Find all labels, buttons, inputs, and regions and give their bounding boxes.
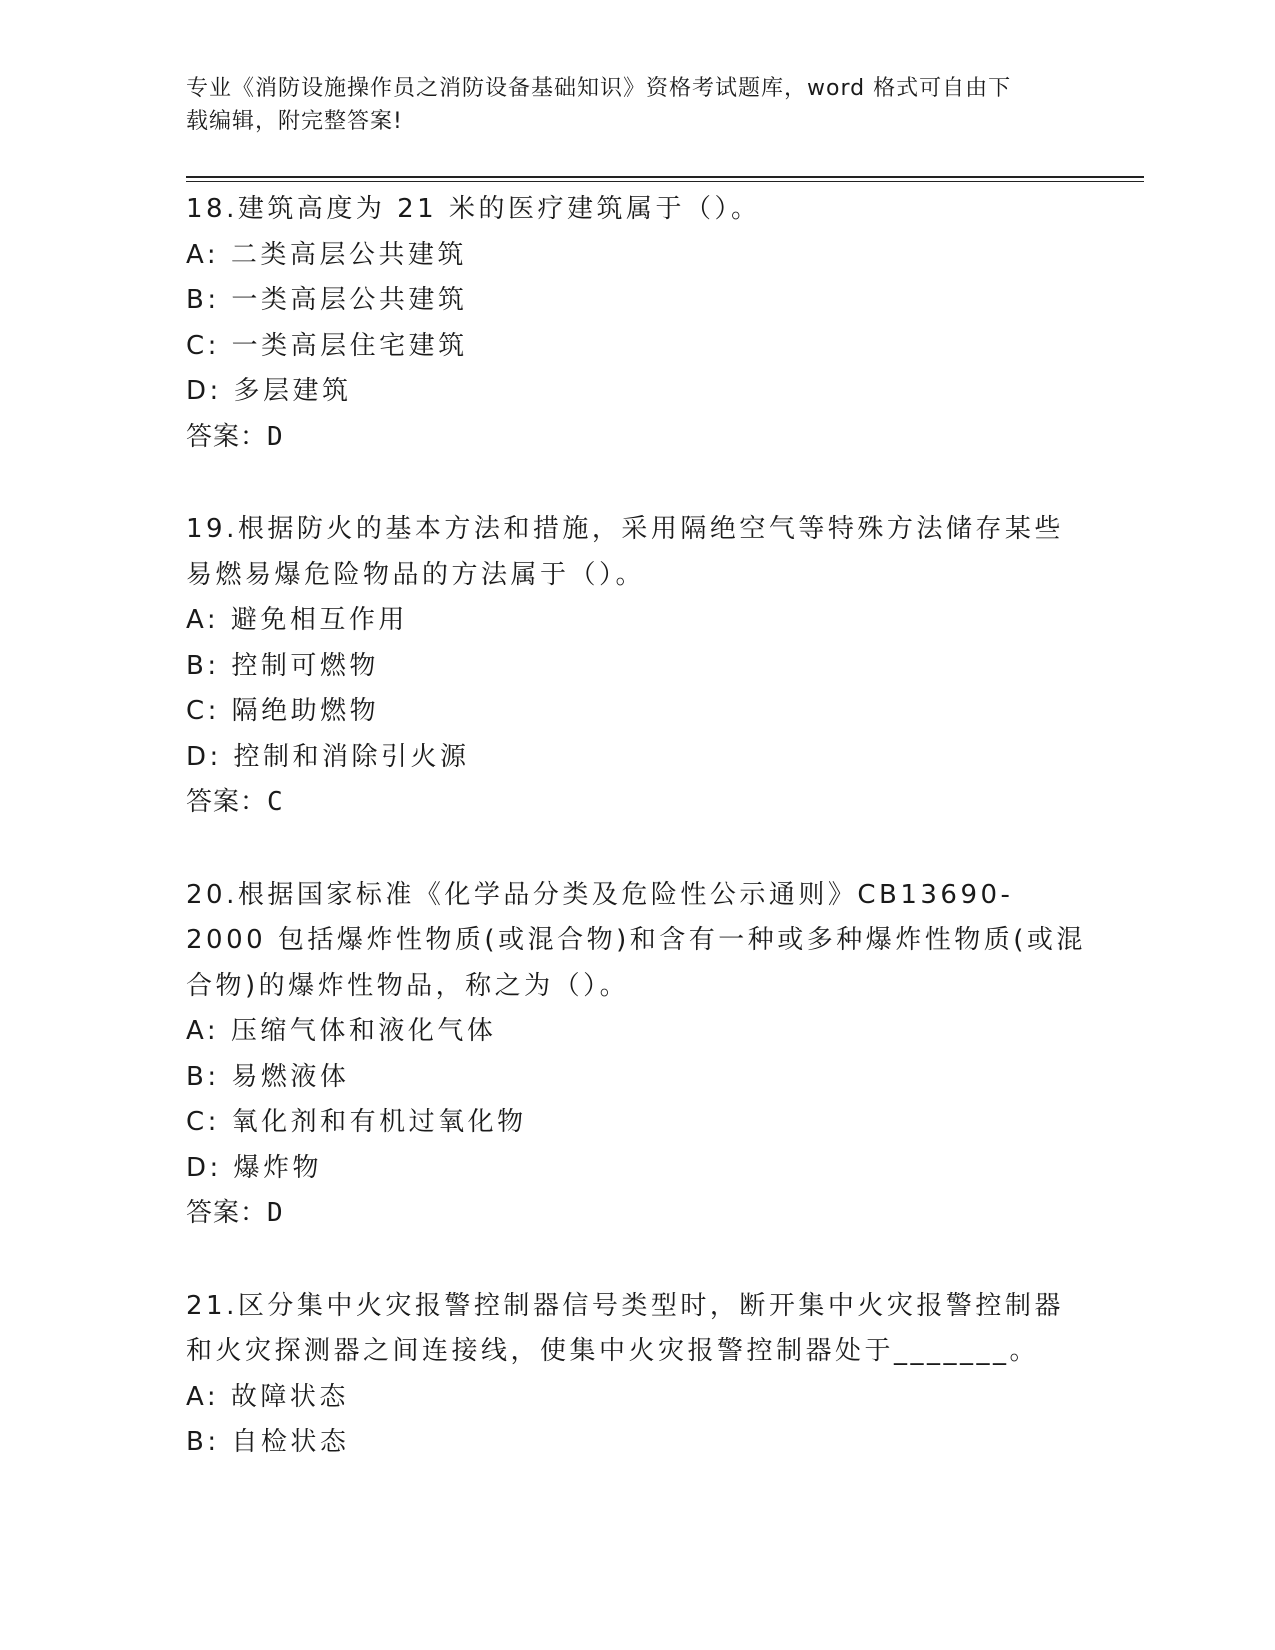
option-b: B: 易燃液体 [186,1061,350,1092]
document-header [186,72,1066,138]
question-21 [186,1284,1086,1466]
question-stem: 18.建筑高度为 21 米的医疗建筑属于（）。 [186,194,761,224]
option-b: B: 自检状态 [186,1427,350,1457]
answer-value: C [267,787,284,817]
option-a: A: 压缩气体和液化气体 [186,1016,497,1046]
answer-value: D [267,1198,284,1228]
answer-line [186,1191,1086,1237]
answer-label: 答案： [186,1198,268,1228]
question-18 [186,187,1086,460]
question-stem: 19.根据防火的基本方法和措施，采用隔绝空气等特殊方法储存某些易燃易爆危险物品的方法属于（）。 [186,514,1064,590]
option-b: B: 一类高层公共建筑 [186,285,468,315]
option-d: D: 控制和消除引火源 [186,741,470,772]
question-19 [186,507,1086,826]
option-c: C: 隔绝助燃物 [186,696,380,726]
option-d: D: 多层建筑 [186,376,352,406]
answer-value: D [267,421,284,452]
header-divider-thick [186,176,1144,178]
option-c: C: 一类高层住宅建筑 [186,330,468,361]
option-a: A: 故障状态 [186,1381,349,1412]
option-a: A: 二类高层公共建筑 [186,239,467,270]
question-stem: 21.区分集中火灾报警控制器信号类型时，断开集中火灾报警控制器和火灾探测器之间连接线，使集中火灾报警控制器处于_______。 [186,1290,1064,1366]
header-line-2: 载编辑，附完整答案! [186,109,403,134]
answer-line [186,415,1086,461]
option-d: D: 爆炸物 [186,1152,323,1183]
question-20 [186,873,1086,1237]
header-divider-thin [186,181,1144,182]
answer-label: 答案： [186,421,268,452]
option-b: B: 控制可燃物 [186,650,379,681]
answer-line [186,780,1086,826]
question-list [186,187,1086,1513]
option-a: A: 避免相互作用 [186,605,408,635]
question-stem: 20.根据国家标准《化学品分类及危险性公示通则》CB13690-2000 包括爆炸性物质(或混合物)和含有一种或多种爆炸性物质(或混合物)的爆炸性物品，称之为（）。 [186,879,1086,1001]
header-line-1: 专业《消防设施操作员之消防设备基础知识》资格考试题库，word 格式可自由下 [186,76,1012,101]
answer-label: 答案： [186,787,268,817]
option-c: C: 氧化剂和有机过氧化物 [186,1107,527,1137]
